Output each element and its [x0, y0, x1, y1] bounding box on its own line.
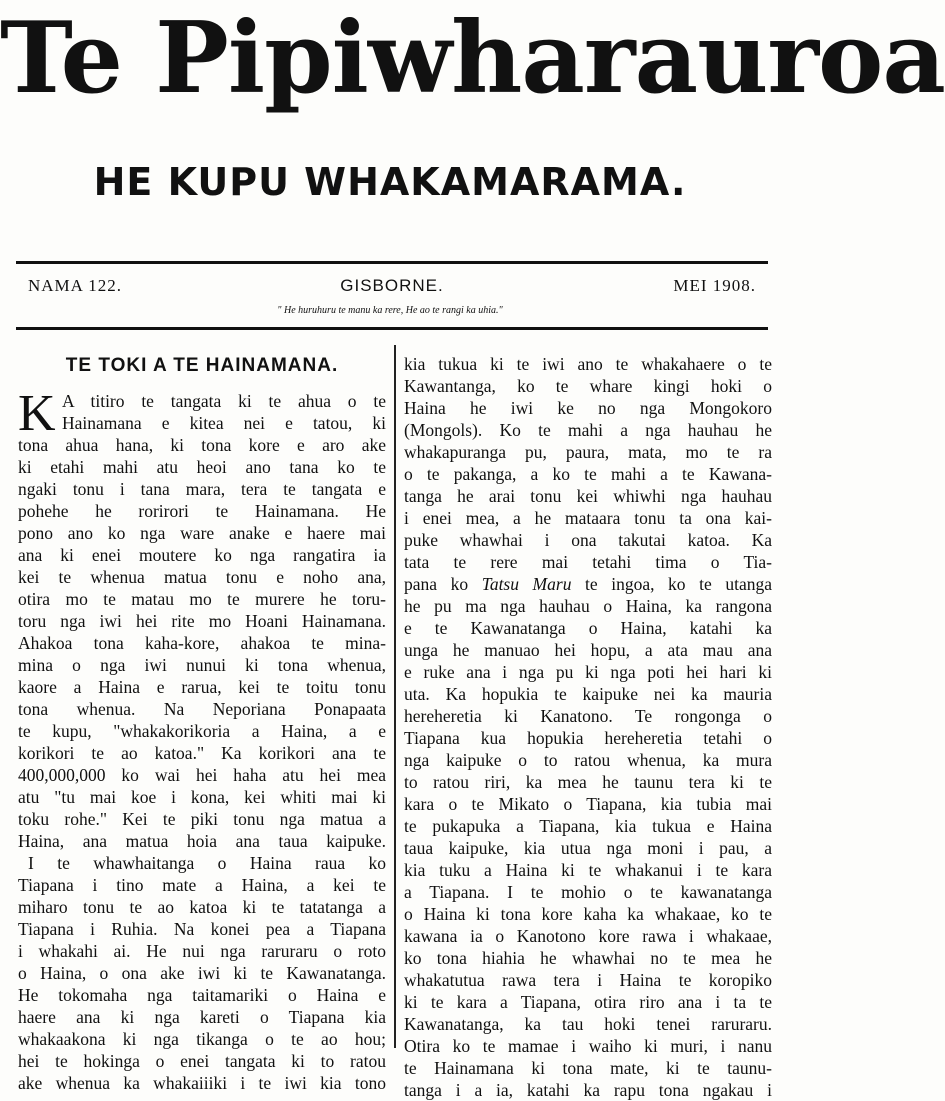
text-line: kara o te Mikato o Tiapana, kia tubia mai	[404, 794, 772, 814]
text-line: te Hainamana ki tona mate, ki te taunu-	[404, 1058, 772, 1078]
text-line: o te pakanga, a ko te mahi a te Kawana-	[404, 464, 772, 484]
text-line: tanga i a ia, katahi ka rapu tona ngakau i	[404, 1080, 772, 1100]
text-line: taua kaipuke, kia utua nga moni i pau, a	[404, 838, 772, 858]
text-line: e ruke ana i nga pu ki nga poti hei hari ki	[404, 662, 772, 682]
text-line: nga kaipuke o to ratou whenua, ka mura	[404, 750, 772, 770]
text-line: kia tukua ki te iwi ano te whakahaere o te	[404, 354, 772, 374]
text-line: He tokomaha nga taitamariki o Haina e	[18, 985, 386, 1005]
text-line: ake whenua ka whakaiiiki i te iwi kia tono	[18, 1073, 386, 1093]
text-line: atu "tu mai koe i kona, kei whiti mai ki	[18, 787, 386, 807]
text-line: whakapuranga pu, paura, mata, mo te ra	[404, 442, 772, 462]
text-line: o Haina, o ona ake iwi ki te Kawanatanga.	[18, 963, 386, 983]
text-line: Kawanatanga, ka tau hoki tenei raruraru.	[404, 1014, 772, 1034]
text-line: Haina, ana matua hoia ana taua kaipuke.	[18, 831, 386, 851]
text-line: (Mongols). Ko te mahi a nga hauhau he	[404, 420, 772, 440]
text-line: haere ana ki nga kareti o Tiapana kia	[18, 1007, 386, 1027]
text-line: e te Kawanatanga o Haina, katahi ka	[404, 618, 772, 638]
text-line: i whakahi ai. He nui nga raruraru o roto	[18, 941, 386, 961]
text-line: korikori te ao katoa." Ka korikori ana te	[18, 743, 386, 763]
text-line: tona whenua. Na Neporiana Ponapaata	[18, 699, 386, 719]
text-line: Haina he iwi ke no nga Mongokoro	[404, 398, 772, 418]
text-line: kawana ia o Kanotono kore rawa i whakaae,	[404, 926, 772, 946]
text-line: ngaki tonu i tana mara, tera te tangata e	[18, 479, 386, 499]
text-line: hereheretia ki Kanatono. Te rongonga o	[404, 706, 772, 726]
text-line: o Haina ki tona kore kaha ka whakaae, ko te	[404, 904, 772, 924]
text-line: ki etahi mahi atu heoi ano tana ko te	[18, 457, 386, 477]
article-headline: TE TOKI A TE HAINAMANA.	[65, 355, 339, 376]
text-line: kia tuku a Haina ki te whakanui i te kara	[404, 860, 772, 880]
article-column-left	[18, 355, 386, 1093]
text-line: Ahakoa tona kaha-kore, ahakoa te mina-	[18, 633, 386, 653]
text-line: te pukapuka a Tiapana, kia tukua e Haina	[404, 816, 772, 836]
text-line: pohehe he rorirori te Hainamana. He	[18, 501, 386, 521]
motto: " He huruhuru te manu ka rere, He ao te rangi ka uhia."	[277, 305, 503, 316]
text-line: Tiapana kua hopukia hereheretia tetahi o	[404, 728, 772, 748]
text-line: pana ko Tatsu Maru te ingoa, ko te utanga	[404, 574, 772, 594]
text-line: ana ki enei moutere ko nga rangatira ia	[18, 545, 386, 565]
text-line: Kawantanga, ko te whare kingi hoki o	[404, 376, 772, 396]
text-line: unga he manuao hei hopu, a ata mau ana	[404, 640, 772, 660]
text-line: Hainamana e kitea nei e tatou, ki	[62, 413, 386, 433]
text-line: he pu ma nga hauhau o Haina, ka rangona	[404, 596, 772, 616]
text-line: otira mo te matau mo te murere he toru-	[18, 589, 386, 609]
article-body-left	[18, 385, 386, 1094]
text-line: I te whawhaitanga o Haina raua ko	[28, 853, 386, 873]
issue-row	[28, 276, 756, 298]
text-line: Tiapana i tino mate a Haina, a kei te	[18, 875, 386, 895]
ship-name: Tatsu Maru	[481, 574, 572, 594]
article-column-right	[404, 353, 772, 1100]
text-line: tata te rere mai tetahi tima o Tia-	[404, 552, 772, 572]
text-line: tanga he arai tonu kei whiwhi nga hauhau	[404, 486, 772, 506]
issue-date: MEI 1908.	[673, 276, 756, 295]
text-line: te kupu, "whakakorikoria a Haina, a e	[18, 721, 386, 741]
issue-number: NAMA 122.	[28, 276, 123, 295]
text-line: whakatutua rawa tera i Haina te koropiko	[404, 970, 772, 990]
header-rule-bottom	[16, 327, 768, 330]
text-line: hei te hokinga o enei tangata ki to ratou	[18, 1051, 386, 1071]
text-line: Tiapana i Ruhia. Na konei pea a Tiapana	[18, 919, 386, 939]
masthead-subtitle: HE KUPU WHAKAMARAMA.	[93, 160, 687, 204]
text-line: ki te kara a Tiapana, otira riro ana i ta te	[404, 992, 772, 1012]
text-line: 400,000,000 ko wai hei haha atu hei mea	[18, 765, 386, 785]
text-line: whakaakona ki nga tikanga o te ao hou;	[18, 1029, 386, 1049]
drop-cap: K	[18, 385, 56, 442]
text-line: kei te whenua matua tonu e noho ana,	[18, 567, 386, 587]
text-line: A titiro te tangata ki te ahua o te	[62, 391, 386, 411]
text-line: i enei mea, a he mataara tonu ta ona kai-	[404, 508, 772, 528]
text-line: kaore a Haina e rarua, kei te toitu tonu	[18, 677, 386, 697]
text-line: toku rohe." Kei te piki tonu nga matua a	[18, 809, 386, 829]
text-line: uta. Ka hopukia te kaipuke nei ka mauria	[404, 684, 772, 704]
column-divider	[394, 345, 396, 1048]
text-line: pono ano ko nga ware anake e haere mai	[18, 523, 386, 543]
issue-place: GISBORNE.	[340, 276, 444, 295]
text-line: to ratou riri, ka mea he taunu tera ki te	[404, 772, 772, 792]
masthead-title: Te Pipiwharauroa	[0, 1, 945, 116]
text-line: ko tona hiahia he whawhai no te mea he	[404, 948, 772, 968]
text-line: tona ahua hana, ki tona kore e aro ake	[18, 435, 386, 455]
header-rule-top	[16, 261, 768, 264]
text-line: puke whawhai i ona takutai katoa. Ka	[404, 530, 772, 550]
text-line: a Tiapana. I te mohio o te kawanatanga	[404, 882, 772, 902]
text-line: mina o nga iwi nunui ki tona whenua,	[18, 655, 386, 675]
text-line: miharo tonu te ao katoa ki te tatatanga a	[18, 897, 386, 917]
text-line: Otira ko te mamae i waiho ki muri, i nanu	[404, 1036, 772, 1056]
text-line: toru nga iwi hei rite mo Hoani Hainamana.	[18, 611, 386, 631]
